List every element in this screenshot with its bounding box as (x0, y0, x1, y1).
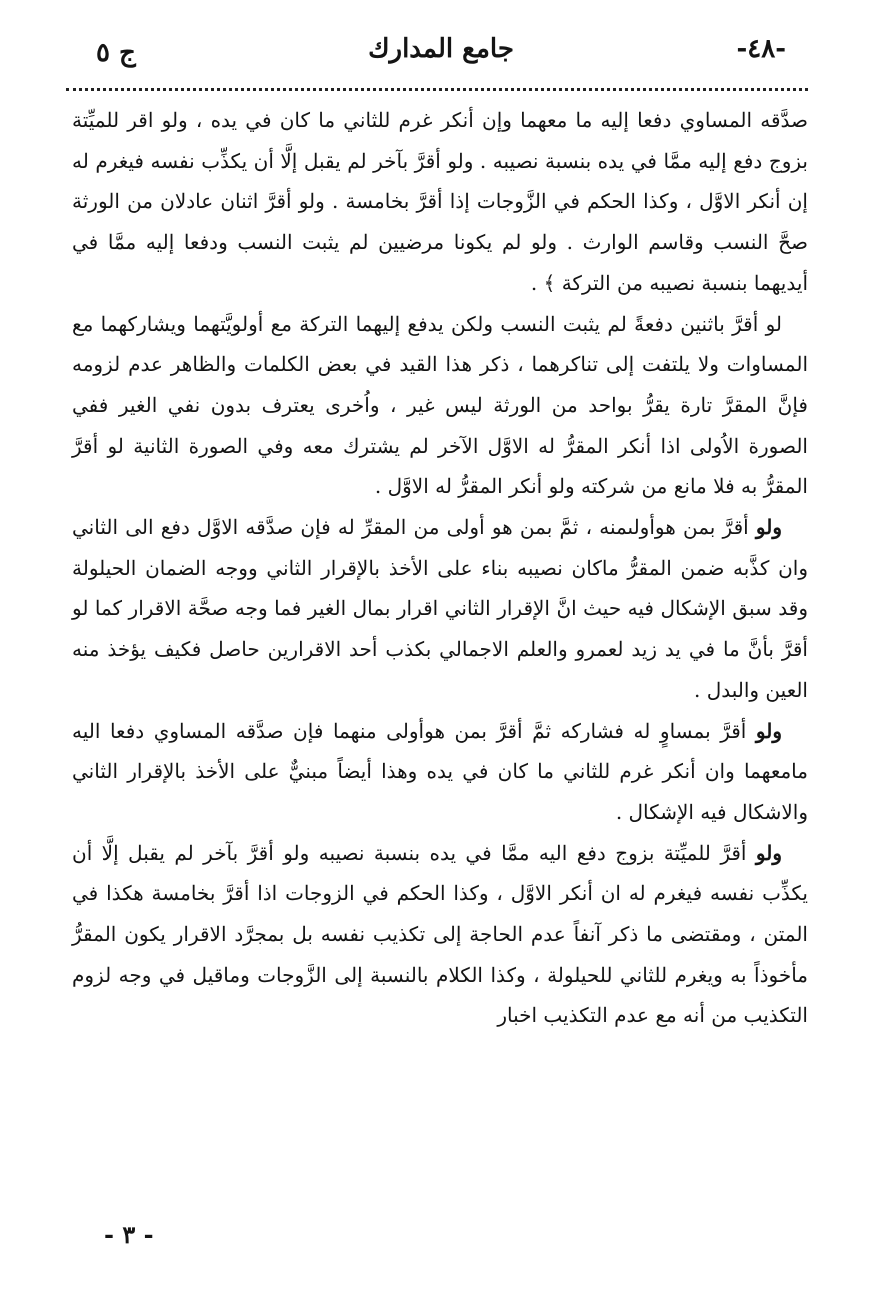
paragraph-text: صدَّقه المساوي دفعا إليه ما معهما وإن أنكر غرم للثاني ما كان في يده ، ولو اقر للميِّتة بزوج دفع إليه ممَّا في يده بنسبة نصيبه . ولو أقرَّ بآخر لم يقبل إلَّا أن يكذِّب نفسه فيغرم له إن أنكر الاوَّل ، وكذا الحكم في الزَّوجات إذا أقرَّ بخامسة . ولو أقرَّ اثنان عادلان من الورثة صحَّ النسب وقاسم الوارث . ولو لم يكونا مرضيين لم يثبت النسب ودفعا إليه ممَّا في أيديهما بنسبة نصيبه من التركة ﴾ . (72, 108, 808, 295)
paragraph-1 (72, 100, 808, 304)
paragraph-lead-word: ولو (755, 718, 782, 743)
paragraph-5 (72, 833, 808, 1037)
volume-label: ج ٥ (96, 38, 136, 68)
paragraph-text: أقرَّ بمساوٍ له فشاركه ثمَّ أقرَّ بمن هوأولى منهما فإن صدَّقه المساوي دفعا اليه مامعهما وان أنكر غرم للثاني ما كان في يده وهذا أيضاً مبنيٌّ على الأخذ بالإقرار الثاني والاشكال فيه الإشكال . (72, 718, 808, 824)
page-header (96, 34, 786, 78)
body-text (72, 100, 808, 1036)
paragraph-4 (72, 711, 808, 833)
signature-mark: - ٣ - (104, 1220, 154, 1249)
header-dotted-rule (66, 88, 808, 91)
page-number: -٤٨- (736, 34, 786, 64)
paragraph-lead-word: ولو (755, 515, 782, 540)
paragraph-text: لو أقرَّ باثنين دفعةً لم يثبت النسب ولكن يدفع إليهما التركة مع أولويَّتهما ويشاركهما مع المساوات ولا يلتفت إلى تناكرهما ، ذكر هذا القيد في بعض الكلمات والظاهر عدم لزومه فإنَّ المقرَّ تارة يقرُّ بواحد من الورثة ليس غير ، واُخرى يعترف بدون نفي الغير ففي الصورة الاُولى اذا أنكر المقرُّ له الاوَّل الآخر لم يشترك معه وفي الصورة الثانية لو أقرَّ المقرُّ به فلا مانع من شركته ولو أنكر المقرُّ له الاوَّل . (72, 311, 808, 499)
paragraph-lead-word: ولو (755, 840, 782, 865)
running-title: جامع المدارك (368, 34, 514, 64)
paragraph-text: أقرَّ بمن هوأولىمنه ، ثمَّ بمن هو أولى من المقرِّ له فإن صدَّقه الاوَّل دفع الى الثاني وان كذَّبه ضمن المقرُّ ماكان نصيبه بناء على الأخذ بالإقرار الثاني ووجه الضمان الحيلولة وقد سبق الإشكال فيه حيث انَّ الإقرار الثاني اقرار بمال الغير فما وجه صحَّة الاقرار كما لو أقرَّ بأنَّ ما في يد زيد لعمرو والعلم الاجمالي بكذب أحد الاقرارين حاصل فكيف يؤخذ منه العين والبدل . (72, 515, 808, 702)
paragraph-3 (72, 507, 808, 711)
paragraph-text: أقرَّ للميِّتة بزوج دفع اليه ممَّا في يده بنسبة نصيبه ولو أقرَّ بآخر لم يقبل إلَّا أن يكذِّب نفسه فيغرم له ان أنكر الاوَّل ، وكذا الحكم في الزوجات اذا أقرَّ بخامسة هكذا في المتن ، ومقتضى ما ذكر آنفاً عدم الحاجة إلى تكذيب نفسه بل بمجرَّد الاقرار يكون المقرُّ مأخوذاً به ويغرم للثاني للحيلولة ، وكذا الكلام بالنسبة إلى الزَّوجات وماقيل في وجه لزوم التكذيب من أنه مع عدم التكذيب اخبار (72, 840, 808, 1028)
paragraph-2 (72, 304, 808, 508)
